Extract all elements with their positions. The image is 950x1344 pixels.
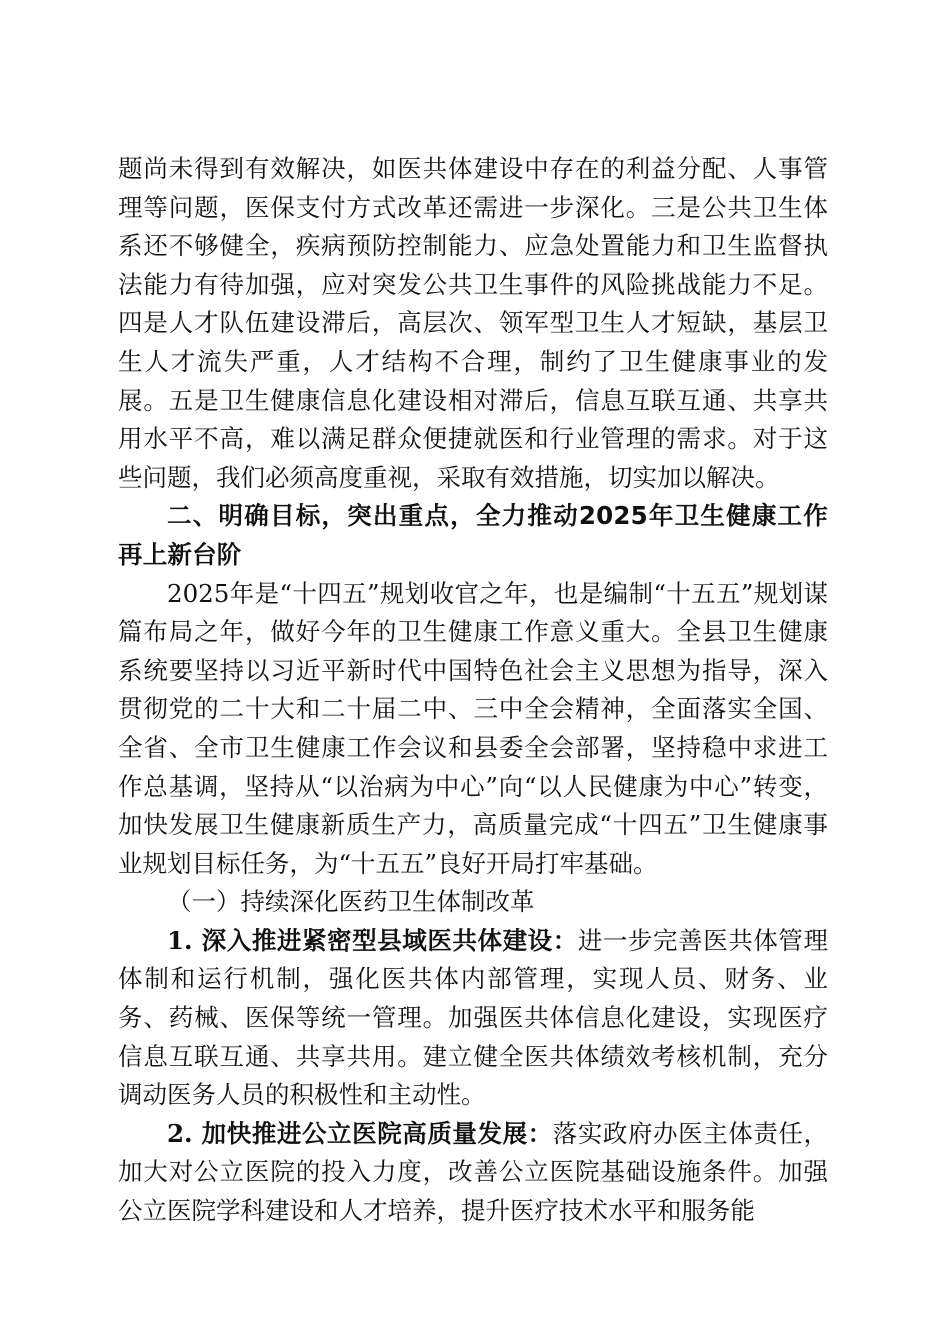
document-body [118, 150, 828, 1231]
section-2-heading: 二、明确目标，突出重点，全力推动2025年卫生健康工作再上新台阶 [118, 501, 828, 569]
problems-paragraph: 题尚未得到有效解决，如医共体建设中存在的利益分配、人事管理等问题，医保支付方式改革还需进一步深化。三是公共卫生体系还不够健全，疾病预防控制能力、应急处置能力和卫生监督执法能力有待加强，应对突发公共卫生事件的风险挑战能力不足。四是人才队伍建设滞后，高层次、领军型卫生人才短缺，基层卫生人才流失严重，人才结构不合理，制约了卫生健康事业的发展。五是卫生健康信息化建设相对滞后，信息互联互通、共享共用水平不高，难以满足群众便捷就医和行业管理的需求。对于这些问题，我们必须高度重视，采取有效措施，切实加以解决。 [118, 154, 828, 492]
item-2-paragraph [118, 1115, 828, 1231]
item-2-text: 落实政府办医主体责任，加大对公立医院的投入力度，改善公立医院基础设施条件。加强公立医院学科建设和人才培养，提升医疗技术水平和服务能 [118, 1118, 829, 1226]
item-1-lead: 1. 深入推进紧密型县域医共体建设： [167, 925, 578, 955]
goals-paragraph: 2025年是“十四五”规划收官之年，也是编制“十五五”规划谋篇布局之年，做好今年的卫生健康工作意义重大。全县卫生健康系统要坚持以习近平新时代中国特色社会主义思想为指导，深入贯彻党的二十大和二十届二中、三中全会精神，全面落实全国、全省、全市卫生健康工作会议和县委全会部署，坚持稳中求进工作总基调，坚持从“以治病为中心”向“以人民健康为中心”转变，加快发展卫生健康新质生产力，高质量完成“十四五”卫生健康事业规划目标任务，为“十五五”良好开局打牢基础。 [118, 578, 828, 878]
subsection-1-heading: （一）持续深化医药卫生体制改革 [167, 887, 535, 917]
item-1-paragraph [118, 922, 828, 1115]
item-1-text: 进一步完善医共体管理体制和运行机制，强化医共体内部管理，实现人员、财务、业务、药械、医保等统一管理。加强医共体信息化建设，实现医疗信息互联互通、共享共用。建立健全医共体绩效考核机制，充分调动医务人员的积极性和主动性。 [118, 925, 829, 1110]
item-2-lead: 2. 加快推进公立医院高质量发展： [167, 1118, 553, 1148]
